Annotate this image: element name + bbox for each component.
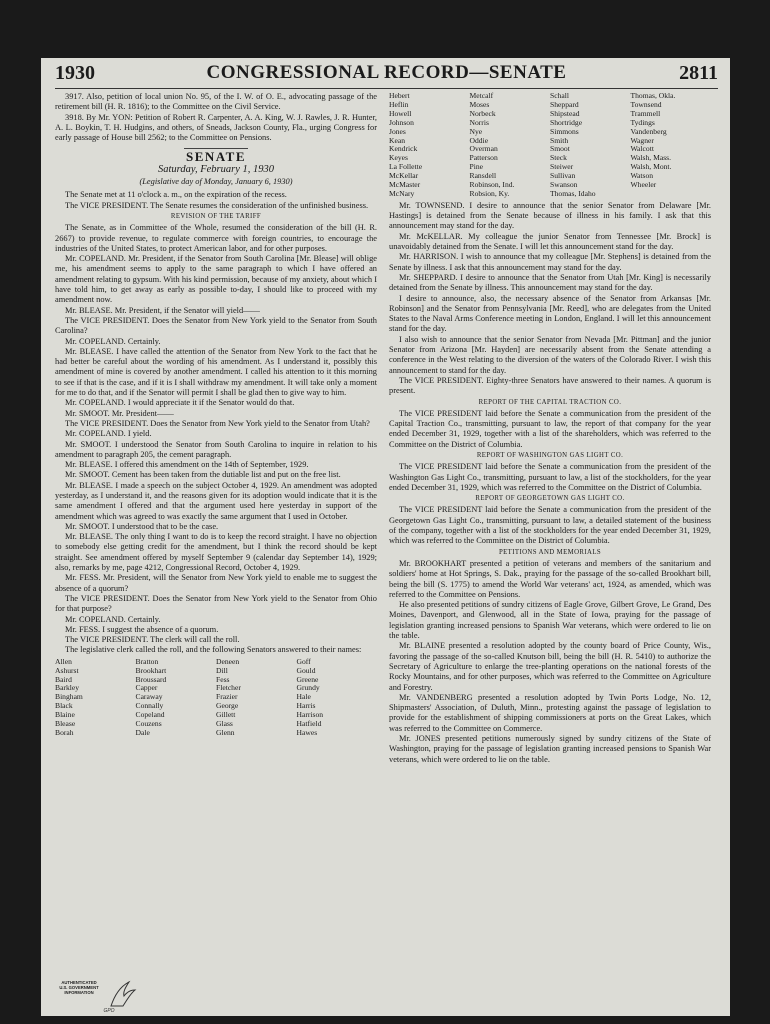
paragraph: Mr. BLAINE presented a resolution adopted by the county board of Price County, Wis., favoring the passage of the so-called Knutson bill, being the bill (H. R. 5410) to authorize the Secretary of Agriculture to enlarge the tree-planting operations on the national forests of the Rocky Mountains, and for other purposes, which was referred to the Committee on Agriculture and Forestry. [389, 641, 711, 692]
paragraph: Mr. FESS. I suggest the absence of a quorum. [65, 624, 219, 634]
senator-name: Smoot [550, 144, 570, 154]
logo-line-2: U.S. GOVERNMENT [59, 985, 99, 990]
paragraph: Mr. SHEPPARD. I desire to announce that the Senator from Utah [Mr. King] is necessarily detained from the Senate by illness. This announcement may stand for the day. [389, 272, 711, 293]
senator-name: Allen [55, 656, 72, 666]
roll-call-column [470, 92, 551, 199]
senator-name: Borah [55, 727, 74, 737]
paragraph: I also wish to announce that the senior Senator from Nevada [Mr. Pittman] and the junior Senator from Arizona [Mr. Hayden] are necessarily absent from the Senate attending a conference in the West relating to the diversion of the waters of the Colorado River. I wish this announcement to stand for the day. [389, 334, 711, 375]
senator-name: Patterson [469, 153, 498, 163]
senator-name: Hale [296, 692, 311, 702]
paragraph: Mr. TOWNSEND. I desire to announce that the senior Senator from Delaware [Mr. Hastings] is detained from the Senate because of illness in his family. I ask that this announcement may stand for the day. [389, 200, 711, 231]
senator-name: Bratton [135, 656, 159, 666]
senator-name: Capper [135, 683, 158, 693]
senator-name: Dale [135, 727, 150, 737]
senator-name: Glenn [216, 727, 235, 737]
tariff-heading: REVISION OF THE TARIFF [170, 212, 262, 220]
paragraph: The VICE PRESIDENT. Does the Senator from New York yield to the Senator from Utah? [65, 418, 370, 428]
senator-name: Sullivan [550, 171, 576, 181]
senator-name: Dill [216, 665, 228, 675]
page-sheet [41, 58, 730, 1016]
paragraph: The VICE PRESIDENT. Does the Senator from New York yield to the Senator from Ohio for that purpose? [55, 593, 377, 614]
washington-gas-heading: REPORT OF WASHINGTON GAS LIGHT CO. [476, 452, 624, 459]
senator-name: Jones [389, 126, 406, 136]
paragraph: Mr. BLEASE. I made a speech on the subject October 4, 1929. An amendment was adopted yesterday, as I understand it, and the reasons given for its adoption would indicate that it is the same amendment I offered and that the argument used here yesterday in support of the amendment which was agreed to was exactly the same argument that I used in October. [55, 480, 377, 521]
senator-name: Glass [216, 719, 233, 729]
senator-name: Norbeck [469, 108, 496, 118]
left-column [55, 92, 377, 742]
paragraph: Mr. McKELLAR. My colleague the junior Senator from Tennessee [Mr. Brock] is unavoidably detained from the Senate. I will let this announcement stand for the day. [389, 231, 711, 252]
traction-heading: REPORT OF THE CAPITAL TRACTION CO. [478, 398, 622, 406]
senator-name: Hebert [389, 91, 410, 100]
right-column [389, 92, 711, 765]
roll-call-left [55, 658, 377, 738]
roll-call-right [389, 92, 711, 199]
paragraph: Mr. SMOOT. I understood that to be the case. [65, 521, 219, 531]
paragraph: Mr. COPELAND. Mr. President, if the Senator from South Carolina [Mr. Blease] will oblige me, his amendment seems to apply to the same paragraph to which I have offered an amendment relating to gypsum. With his kind permission, because of my anxiety, about which I have told him, to get away as early as possible to-day, I should like to proceed with my amendment now. [55, 254, 377, 305]
senator-name: Oddie [469, 135, 489, 145]
washington-gas-paragraph: The VICE PRESIDENT laid before the Senate a communication from the president of the Washington Gas Light Co., transmitting, pursuant to law, a list of the stockholders, for the year ended December 31, 1929, which was referred to the Committee on the District of Columbia. [389, 462, 711, 492]
senator-name: Overman [469, 144, 498, 154]
senator-name: Walcott [630, 144, 654, 154]
senator-name: Shortridge [550, 117, 583, 127]
roll-intro: The legislative clerk called the roll, and the following Senators answered to their names: [65, 645, 362, 655]
roll-call-column [389, 92, 470, 199]
paragraph: Mr. COPELAND. I would appreciate it if the Senator would do that. [65, 398, 295, 408]
senator-name: Keyes [389, 153, 408, 163]
dateline: Saturday, February 1, 1930 [158, 163, 274, 175]
senator-name: Connally [135, 701, 164, 711]
roll-call-column [55, 658, 136, 738]
senator-name: Bingham [55, 692, 83, 702]
senator-name: Wagner [630, 135, 654, 145]
senator-name: Couzens [135, 719, 162, 729]
senator-name: Kean [389, 135, 406, 145]
absence-paragraphs [389, 201, 711, 397]
senator-name: Kendrick [389, 144, 418, 154]
senator-name: Barkley [55, 683, 80, 693]
paragraph: 3918. By Mr. YON: Petition of Robert R. Carpenter, A. A. King, W. J. Rawles, J. R. Hunter, A. L. Boykin, T. H. Hudgins, and others, of Sneads, Jackson County, Fla., urging Congress for early passage of House bill 2562; to the Committee on Pensions. [55, 112, 377, 143]
legislative-day: (Legislative day of Monday, January 6, 1930) [139, 177, 293, 187]
senator-name: McMaster [389, 180, 421, 190]
senator-name: Fletcher [216, 683, 241, 693]
senator-name: Moses [469, 99, 490, 109]
paragraph: Mr. HARRISON. I wish to announce that my colleague [Mr. Stephens] is detained from the Senate by illness. I ask that this announcement may stand for the day. [389, 252, 711, 272]
paragraph: I desire to announce, also, the necessary absence of the Senator from Arkansas [Mr. Robinson] and the Senator from Pennsylvania [Mr. Reed], who are delegates from the United States to the Naval Arms Conference meeting in London, England. I will let this announcement stand for the day. [389, 293, 711, 334]
senator-name: Caraway [135, 692, 163, 702]
logo-mark: GPO [103, 1008, 115, 1014]
paragraph: Mr. JONES presented petitions numerously signed by sundry citizens of the State of Washington, praying for the passage of legislation granting increased pensions to Spanish War veterans, which were ordered to lie on the table. [389, 734, 711, 764]
paragraph: Mr. BLEASE. I offered this amendment on the 14th of September, 1929. [65, 460, 309, 470]
petitions-paragraphs [389, 559, 711, 765]
georgetown-gas-heading: REPORT OF GEORGETOWN GAS LIGHT CO. [475, 495, 625, 503]
paragraph: Mr. SMOOT. I understood the Senator from South Carolina to inquire in relation to his amendment to paragraph 205, the cement paragraph. [55, 439, 377, 459]
georgetown-gas-paragraph: The VICE PRESIDENT laid before the Senate a communication from the president of the Georgetown Gas Light Co., transmitting, pursuant to law, a detailed statement of the business of the company, together with a list of the stockholders for the year ended December 31, 1929, which was referred to the Committee on the District of Columbia. [389, 505, 711, 546]
senator-name: Goff [296, 656, 311, 666]
senator-name: George [216, 701, 239, 711]
roll-call-column [631, 92, 712, 199]
header-rule [55, 88, 718, 89]
senator-name: Harris [296, 701, 316, 711]
paragraph: The Senate, as in Committee of the Whole, resumed the consideration of the bill (H. R. 2667) to provide revenue, to regulate commerce with foreign countries, to encourage the industries of the United States, to protect American labor, and for other purposes. [55, 223, 377, 253]
paragraph: The VICE PRESIDENT. Does the Senator from New York yield to the Senator from South Carolina? [55, 315, 377, 336]
logo-line-1: AUTHENTICATED [61, 980, 97, 985]
senator-name: Swanson [550, 180, 578, 190]
paragraph: He also presented petitions of sundry citizens of Eagle Grove, Gilbert Grove, Le Grand, Des Moines, Davenport, and Glenwood, all in the State of Iowa, praying for the passage of legislation granting increased pensions to Spanish War veterans, which were ordered to lie on the table. [389, 600, 711, 641]
senator-name: La Follette [389, 162, 423, 172]
header-title: CONGRESSIONAL RECORD—SENATE [206, 62, 567, 83]
paragraph: Mr. COPELAND. Certainly. [65, 336, 161, 346]
senator-name: Metcalf [469, 91, 494, 100]
paragraph: The VICE PRESIDENT. The Senate resumes the consideration of the unfinished business. [65, 200, 369, 210]
senator-name: Gillett [216, 710, 236, 720]
senator-name: Schall [550, 91, 569, 100]
senator-name: Greene [296, 674, 319, 684]
senate-heading: SENATE [185, 149, 247, 165]
logo-line-3: INFORMATION [64, 990, 94, 995]
senator-name: Watson [630, 171, 654, 181]
senator-name: Norris [469, 117, 489, 127]
paragraph: Mr. FESS. Mr. President, will the Senator from New York yield to enable me to suggest the absence of a quorum? [55, 573, 377, 593]
senator-name: Trammell [630, 108, 661, 118]
tariff-paragraphs [55, 223, 377, 645]
senator-name: Grundy [296, 683, 320, 693]
paragraph: Mr. VANDENBERG presented a resolution adopted by Twin Ports Lodge, No. 12, Shipmasters' Association, of Duluth, Minn., protesting against the passage of legislation to provide for the establishment of shipping commissioners at ports on the Great Lakes, which was referred to the Committee on Commerce. [389, 692, 711, 733]
senator-name: Smith [550, 135, 569, 145]
paragraph: Mr. BROOKHART presented a petition of veterans and members of the sanitarium and soldiers' home at Hot Springs, S. Dak., praying for the passage of the so-called Brookhart bill, being the bill (S. 1775) to amend the World War veterans' act, 1924, as amended, which was referred to the Committee on Pensions. [389, 558, 711, 599]
paragraph: Mr. SMOOT. Cement has been taken from the dutiable list and put on the free list. [65, 470, 341, 480]
senator-name: Deneen [216, 656, 240, 666]
senator-name: Walsh, Mass. [630, 153, 672, 163]
paragraph: Mr. COPELAND. I yield. [65, 429, 152, 439]
senator-name: Robinson, Ind. [469, 180, 515, 190]
paragraph: Mr. BLEASE. The only thing I want to do is to keep the record straight. I have no objection to somebody else getting credit for the amendment, but I think the record should be kept straight. See amendment offered by myself September 9 (calendar day September 14), 1929; also, remarks by me, page 4212, Congressional Record, October 4, 1929. [55, 532, 377, 573]
paragraph: 3917. Also, petition of local union No. 95, of the I. W. of O. E., advocating passage of the retirement bill (H. R. 1816); to the Committee on the Civil Service. [55, 92, 377, 112]
senator-name: Nye [469, 126, 483, 136]
senator-name: McNary [389, 188, 415, 198]
roll-call-column [136, 658, 217, 738]
senator-name: Ransdell [469, 171, 497, 181]
senator-name: Broussard [135, 674, 167, 684]
paragraph: Mr. COPELAND. Certainly. [65, 614, 161, 624]
senator-name: Pine [469, 162, 484, 172]
paragraph: The Senate met at 11 o'clock a. m., on the expiration of the recess. [65, 190, 287, 200]
senator-name: Thomas, Idaho [550, 188, 596, 198]
opening-paragraphs [55, 190, 377, 211]
senator-name: Gould [296, 665, 316, 675]
paragraph: Mr. BLEASE. Mr. President, if the Senator will yield—— [65, 305, 260, 315]
senator-name: Fess [216, 674, 230, 684]
page-header [55, 62, 718, 88]
senator-name: Black [55, 701, 73, 711]
senator-name: Steck [550, 153, 567, 163]
senator-name: Blaine [55, 710, 75, 720]
senator-name: McKellar [389, 171, 419, 181]
senator-name: Steiwer [550, 162, 574, 172]
paragraph: Mr. BLEASE. I have called the attention of the Senator from New York to the fact that he had better be careful about the wording of his amendment. As I understand it, possibly this amendment of mine is covered by another amendment. I called his attention to it this morning to see if that is the case, and if it is I shall withdraw my amendment. It will take only a moment for me to do that, and if the Senator will permit I shall be glad then to give way to him. [55, 346, 377, 398]
senator-name: Johnson [389, 117, 414, 127]
roll-call-column [297, 658, 378, 738]
senator-name: Sheppard [550, 99, 579, 109]
senator-name: Thomas, Okla. [630, 91, 676, 100]
paragraph: The VICE PRESIDENT. The clerk will call the roll. [65, 635, 240, 645]
senator-name: Simmons [550, 126, 579, 136]
senator-name: Ashurst [55, 665, 79, 675]
senator-name: Hatfield [296, 719, 322, 729]
senator-name: Baird [55, 674, 72, 684]
senator-name: Copeland [135, 710, 165, 720]
senator-name: Brookhart [135, 665, 167, 675]
header-year: 1930 [55, 62, 95, 84]
header-page-number: 2811 [679, 62, 718, 84]
roll-call-column [550, 92, 631, 199]
paragraph: Mr. SMOOT. Mr. President—— [65, 408, 174, 418]
senator-name: Harrison [296, 710, 324, 720]
traction-paragraph: The VICE PRESIDENT laid before the Senate a communication from the president of the Capital Traction Co., transmitting, pursuant to law, the report of that company for the year ended December 31, 1929, together with a list of the shareholders, which was referred to the Committee on the District of Columbia. [389, 408, 711, 449]
senator-name: Townsend [630, 99, 662, 109]
senator-name: Robsion, Ky. [469, 188, 510, 198]
senator-name: Howell [389, 108, 412, 118]
senator-name: Vandenberg [630, 126, 667, 136]
senator-name: Heflin [389, 99, 409, 109]
gpo-authenticated-logo [49, 976, 149, 1014]
petitions-heading: PETITIONS AND MEMORIALS [498, 548, 602, 556]
senator-name: Shipstead [550, 108, 580, 118]
senator-name: Wheeler [630, 180, 657, 190]
senator-name: Blease [55, 719, 76, 729]
senator-name: Frazier [216, 692, 238, 702]
paragraph: The VICE PRESIDENT. Eighty-three Senators have answered to their names. A quorum is present. [389, 375, 711, 396]
roll-call-column [216, 658, 297, 738]
senator-name: Tydings [630, 117, 655, 127]
senator-name: Hawes [296, 727, 318, 737]
eagle-icon [111, 982, 135, 1006]
intro-paragraphs [55, 92, 377, 143]
senator-name: Walsh, Mont. [630, 162, 672, 172]
